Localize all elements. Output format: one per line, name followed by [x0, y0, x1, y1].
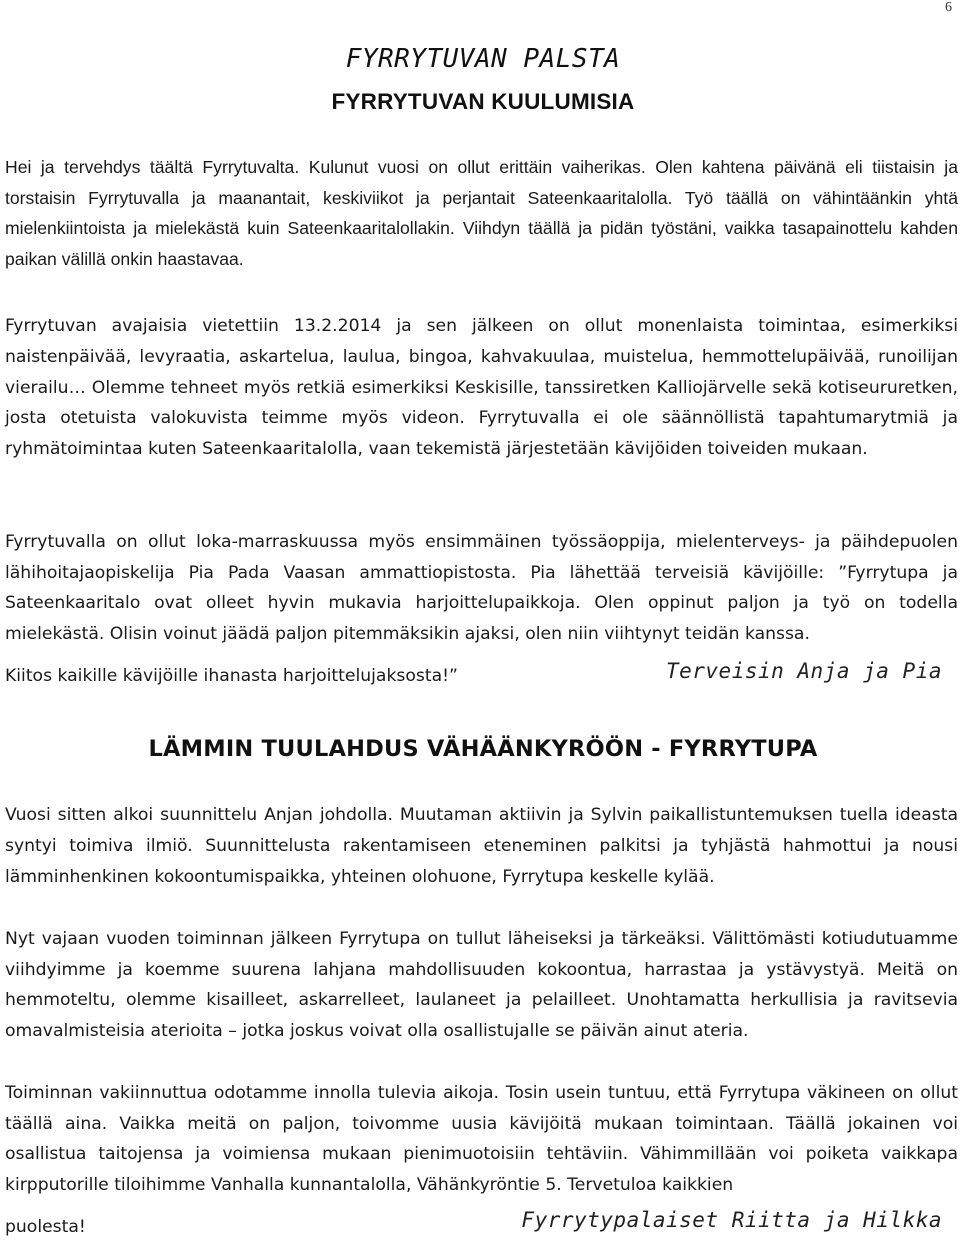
thanks-line: Kiitos kaikille kävijöille ihanasta harjoittelujaksosta!”	[5, 666, 458, 686]
paragraph-experience: Nyt vajaan vuoden toiminnan jälkeen Fyrrytupa on tullut läheiseksi ja tärkeäksi. Välittömästi kotiudutuamme viihdyimme ja koemme suurena lahjana mahdollisuuden kokoontua, harrastaa ja ystävystyä. Meitä on hemmoteltu, olemme kisailleet, askarrelleet, laulaneet ja pelailleet. Unohtamatta herkullisia ja ravitsevia omavalmisteisia aterioita – jotka joskus voivat olla osallistujalle se päivän ainut ateria.	[5, 929, 958, 1041]
signature-riitta-hilkka: Fyrrytypalaiset Riitta ja Hilkka	[521, 1208, 942, 1232]
paragraph-planning: Vuosi sitten alkoi suunnittelu Anjan johdolla. Muutaman aktiivin ja Sylvin paikallistuntemuksen tuella ideasta syntyi toimiva ilmiö. Suunnittelusta rakentamiseen eteneminen palkitsi ja tyhjästä hahmottui ja nousi lämminhenkinen kokoontumispaikka, yhteinen olohuone, Fyrrytupa keskelle kylää.	[5, 805, 958, 887]
paragraph-trainee: Fyrrytuvalla on ollut loka-marraskuussa myös ensimmäinen työssäoppija, mielenterveys- ja päihdepuolen lähihoitajaopiskelija Pia Pada Vaasan ammattiopistosta. Pia lähettää terveisiä kävijöille: ”Fyrrytupa ja Sateenkaaritalo ovat olleet hyvin mukavia harjoittelupaikkoja. Olen oppinut paljon ja työ on todella mielekästä. Olisin voinut jäädä paljon pitemmäksikin ajaksi, olen niin viihtynyt teidän kanssa.	[5, 532, 958, 644]
paragraph-greeting: Hei ja tervehdys täältä Fyrrytuvalta. Kulunut vuosi on ollut erittäin vaiherikas. Olen kahtena päivänä eli tiistaisin ja torstaisin Fyrrytuvalla ja maanantait, keskiviikot ja perjantait Sateenkaaritalolla. Työ täällä on vähintäänkin yhtä mielenkiintoista ja mielekästä kuin Sateenkaaritalollakin. Viihdyn täällä ja pidän työstäni, vaikka tasapainottelu kahden paikan välillä onkin haastavaa.	[5, 157, 958, 269]
paragraph-future: Toiminnan vakiinnuttua odotamme innolla tulevia aikoja. Tosin usein tuntuu, että Fyrrytupa väkineen on ollut täällä aina. Vaikka meitä on paljon, toivomme uusia kävijöitä mukaan toimintaan. Täällä jokainen voi osallistua taitojensa ja voimiensa mukaan pienimuotoisiin tehtäviin. Vähimmillään voi poiketa vaikkapa kirpputorille tiloihimme Vanhalla kunnantalolla, Vähänkyröntie 5. Tervetuloa kaikkien	[5, 1083, 958, 1195]
closing-line: puolesta!	[5, 1217, 86, 1237]
page-number: 6	[945, 0, 952, 15]
section-heading-fyrrytupa: LÄMMIN TUULAHDUS VÄHÄÄNKYRÖÖN - FYRRYTUPA	[148, 736, 818, 762]
section-heading-kuulumisia: FYRRYTUVAN KUULUMISIA	[331, 89, 635, 114]
paragraph-activities: Fyrrytuvan avajaisia vietettiin 13.2.2014 ja sen jälkeen on ollut monenlaista toimintaa, esimerkiksi naistenpäivää, levyraatia, askartelua, laulua, bingoa, kahvakuulaa, muistelua, hemmottelupäivää, runoilijan vierailu… Olemme tehneet myös retkiä esimerkiksi Keskisille, tanssiretken Kalliojärvelle sekä kotiseururetken, josta otetuista valokuvista teimme myös videon. Fyrrytuvalla ei ole säännöllistä tapahtumarytmiä ja ryhmätoimintaa kuten Sateenkaaritalolla, vaan tekemistä järjestetään kävijöiden toiveiden mukaan.	[5, 316, 958, 460]
column-title: FYRRYTUVAN PALSTA	[345, 44, 621, 74]
signature-anja-pia: Terveisin Anja ja Pia	[665, 659, 942, 683]
